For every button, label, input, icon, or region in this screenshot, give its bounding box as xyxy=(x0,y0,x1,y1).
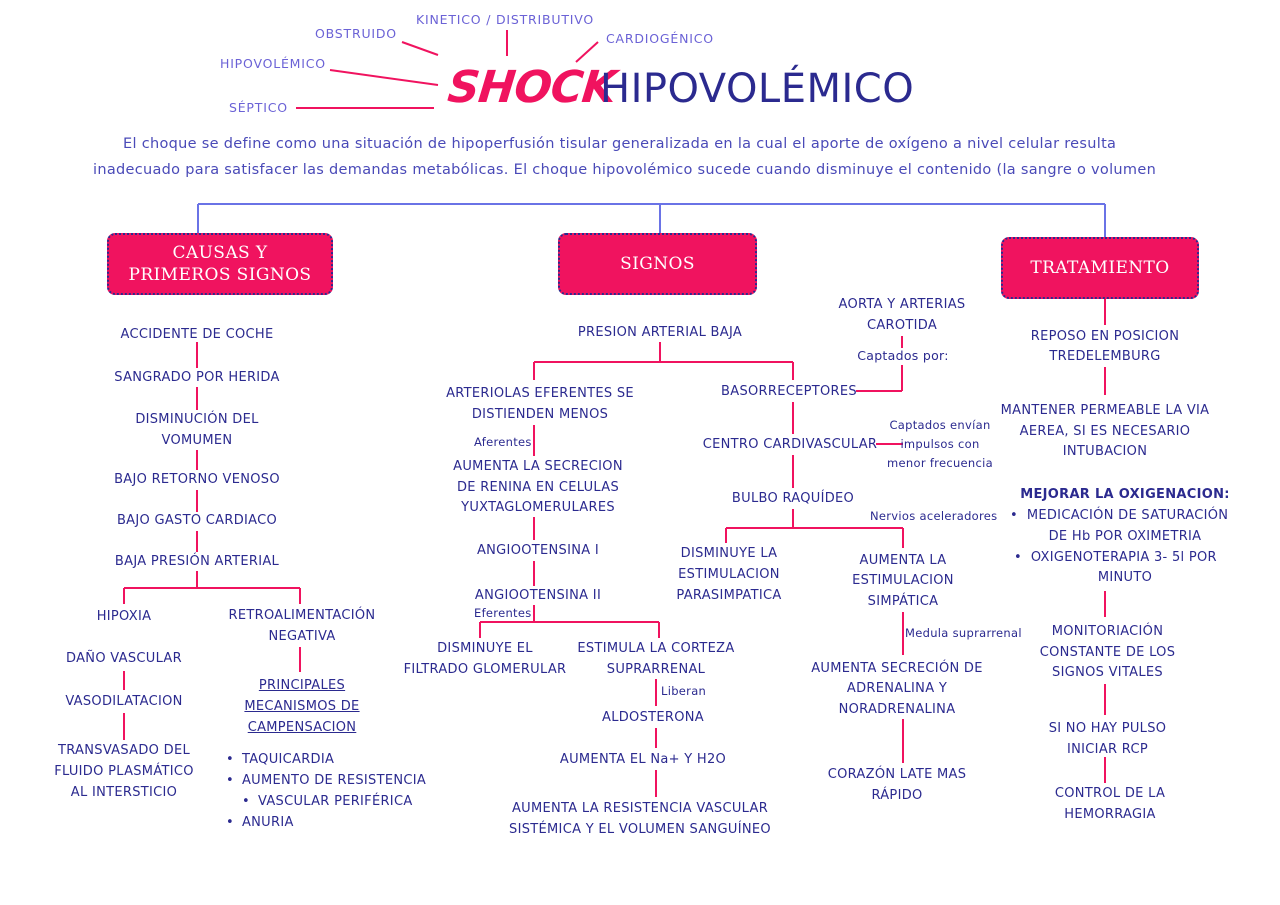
type-obstruido: OBSTRUIDO xyxy=(315,26,397,41)
causa-retorno: BAJO RETORNO VENOSO xyxy=(114,472,280,487)
angiotensina-2: ANGIOOTENSINA II xyxy=(474,588,602,603)
bulbo-raquideo: BULBO RAQUÍDEO xyxy=(731,491,855,506)
parasimpatica-1: DISMINUYE LA xyxy=(680,546,778,561)
filtrado-1: DISMINUYE EL xyxy=(437,641,533,656)
header-causas-line1: CAUSAS Y xyxy=(172,243,268,263)
header-tratamiento: TRATAMIENTO xyxy=(1001,237,1199,299)
title-shock: SHOCK xyxy=(445,62,618,113)
adrenalina-2: ADRENALINA Y xyxy=(846,681,948,696)
hemorragia-2: HEMORRAGIA xyxy=(1064,807,1156,822)
retroalimentacion-2: NEGATIVA xyxy=(268,629,336,644)
aorta-1: AORTA Y ARTERIAS xyxy=(838,297,966,312)
causa-accidente: ACCIDENTE DE COCHE xyxy=(120,327,274,342)
nervios-aceleradores: Nervios aceleradores xyxy=(870,509,998,523)
retroalimentacion-1: RETROALIMENTACIÓN xyxy=(228,608,376,623)
captados-por: Captados por: xyxy=(857,348,949,363)
principales-3: CAMPENSACION xyxy=(247,720,357,735)
type-septico: SÉPTICO xyxy=(229,100,288,115)
reposo-2: TREDELEMBURG xyxy=(1049,349,1161,364)
parasimpatica-2: ESTIMULACION xyxy=(678,567,780,582)
corazon-1: CORAZÓN LATE MAS xyxy=(827,767,967,782)
centro-cardiovascular: CENTRO CARDIVASCULAR xyxy=(702,437,878,452)
title-hipovolemico: HIPOVOLÉMICO xyxy=(600,66,915,112)
type-hipovolemico: HIPOVOLÉMICO xyxy=(220,56,326,71)
aorta-2: CAROTIDA xyxy=(866,318,938,333)
causa-disminucion-1: DISMINUCIÓN DEL xyxy=(135,412,259,427)
principales-2: MECANISMOS DE xyxy=(244,699,360,714)
principales-1: PRINCIPALES xyxy=(258,678,346,693)
oxigenacion-medicacion: • MEDICACIÓN DE SATURACIÓN xyxy=(1010,508,1229,523)
oxigenoterapia: • OXIGENOTERAPIA 3- 5l POR xyxy=(1014,550,1217,565)
intro-line-2: inadecuado para satisfacer las demandas metabólicas. El choque hipovolémico sucede cuando disminuye el contenido (la sangre o volumen xyxy=(93,162,1157,178)
aldosterona: ALDOSTERONA xyxy=(602,710,704,725)
intro-line-1: El choque se define como una situación de hipoperfusión tisular generalizada en la cual el aporte de oxígeno a nivel celular resulta xyxy=(123,136,1117,152)
causa-presion: BAJA PRESIÓN ARTERIAL xyxy=(114,554,280,569)
dano-vascular: DAÑO VASCULAR xyxy=(66,651,182,666)
transvasado-1: TRANSVASADO DEL xyxy=(58,743,190,758)
compensacion-anuria: • ANURIA xyxy=(226,812,426,833)
envian-3: menor frecuencia xyxy=(887,456,993,470)
corteza-1: ESTIMULA LA CORTEZA xyxy=(577,641,735,656)
arteriolas-2: DISTIENDEN MENOS xyxy=(471,407,609,422)
transvasado-2: FLUIDO PLASMÁTICO xyxy=(54,764,194,779)
oxigenacion-medicacion-2: DE Hb POR OXIMETRIA xyxy=(1048,529,1202,544)
resistencia-2: SISTÉMICA Y EL VOLUMEN SANGUÍNEO xyxy=(509,822,771,837)
corazon-2: RÁPIDO xyxy=(871,788,923,803)
compensacion-resistencia-2: • VASCULAR PERIFÉRICA xyxy=(226,791,426,812)
header-signos: SIGNOS xyxy=(558,233,757,295)
compensacion-resistencia: • AUMENTO DE RESISTENCIA xyxy=(226,770,426,791)
reposo-1: REPOSO EN POSICION xyxy=(1030,329,1180,344)
presion-arterial-baja: PRESION ARTERIAL BAJA xyxy=(577,325,743,340)
renina-3: YUXTAGLOMERULARES xyxy=(461,500,615,515)
monitoriacion-2: CONSTANTE DE LOS xyxy=(1039,645,1176,660)
na-h2o: AUMENTA EL Na+ Y H2O xyxy=(559,752,727,767)
oxigenoterapia-2: MINUTO xyxy=(1097,570,1153,585)
arteriolas-1: ARTERIOLAS EFERENTES SE xyxy=(446,386,634,401)
renina-2: DE RENINA EN CELULAS xyxy=(456,480,620,495)
adrenalina-1: AUMENTA SECRECIÓN DE xyxy=(811,661,983,676)
vasodilatacion: VASODILATACION xyxy=(65,694,183,709)
via-aerea-1: MANTENER PERMEABLE LA VIA xyxy=(1000,403,1210,418)
type-cardiogenico: CARDIOGÉNICO xyxy=(606,31,714,46)
hemorragia-1: CONTROL DE LA xyxy=(1054,786,1166,801)
via-aerea-2: AEREA, SI ES NECESARIO xyxy=(1019,424,1191,439)
type-kinetico: KINETICO / DISTRIBUTIVO xyxy=(416,12,595,27)
causa-gasto: BAJO GASTO CARDIACO xyxy=(116,513,278,528)
simpatica-2: ESTIMULACION xyxy=(852,573,954,588)
parasimpatica-3: PARASIMPATICA xyxy=(676,588,782,603)
filtrado-2: FILTRADO GLOMERULAR xyxy=(403,662,567,677)
eferentes-label: Eferentes xyxy=(474,606,532,620)
rcp-2: INICIAR RCP xyxy=(1067,742,1148,757)
resistencia-1: AUMENTA LA RESISTENCIA VASCULAR xyxy=(511,801,769,816)
compensacion-taquicardia: • TAQUICARDIA xyxy=(226,749,426,770)
transvasado-3: AL INTERSTICIO xyxy=(70,785,178,800)
compensacion-list xyxy=(226,749,426,833)
simpatica-1: AUMENTA LA xyxy=(859,553,947,568)
causa-sangrado: SANGRADO POR HERIDA xyxy=(114,370,280,385)
renina-1: AUMENTA LA SECRECION xyxy=(453,459,623,474)
medula-suprarrenal: Medula suprarrenal xyxy=(905,626,1022,640)
causa-disminucion-2: VOMUMEN xyxy=(161,433,233,448)
simpatica-3: SIMPÁTICA xyxy=(867,594,939,609)
monitoriacion-1: MONITORIACIÓN xyxy=(1051,624,1164,639)
corteza-2: SUPRARRENAL xyxy=(606,662,706,677)
basorreceptores: BASORRECEPTORES xyxy=(721,384,857,399)
via-aerea-3: INTUBACION xyxy=(1062,444,1148,459)
rcp-1: SI NO HAY PULSO xyxy=(1048,721,1167,736)
mejorar-oxigenacion: MEJORAR LA OXIGENACION: xyxy=(1020,487,1230,502)
hipoxia: HIPOXIA xyxy=(96,609,152,624)
monitoriacion-3: SIGNOS VITALES xyxy=(1052,665,1163,680)
liberan-label: Liberan xyxy=(661,684,707,698)
adrenalina-3: NORADRENALINA xyxy=(838,702,956,717)
envian-1: Captados envían xyxy=(889,418,991,432)
header-causas xyxy=(107,233,333,295)
envian-2: impulsos con xyxy=(900,437,980,451)
header-causas-line2: PRIMEROS SIGNOS xyxy=(128,265,312,285)
angiotensina-1: ANGIOOTENSINA I xyxy=(476,543,600,558)
aferentes-label: Aferentes xyxy=(474,435,532,449)
